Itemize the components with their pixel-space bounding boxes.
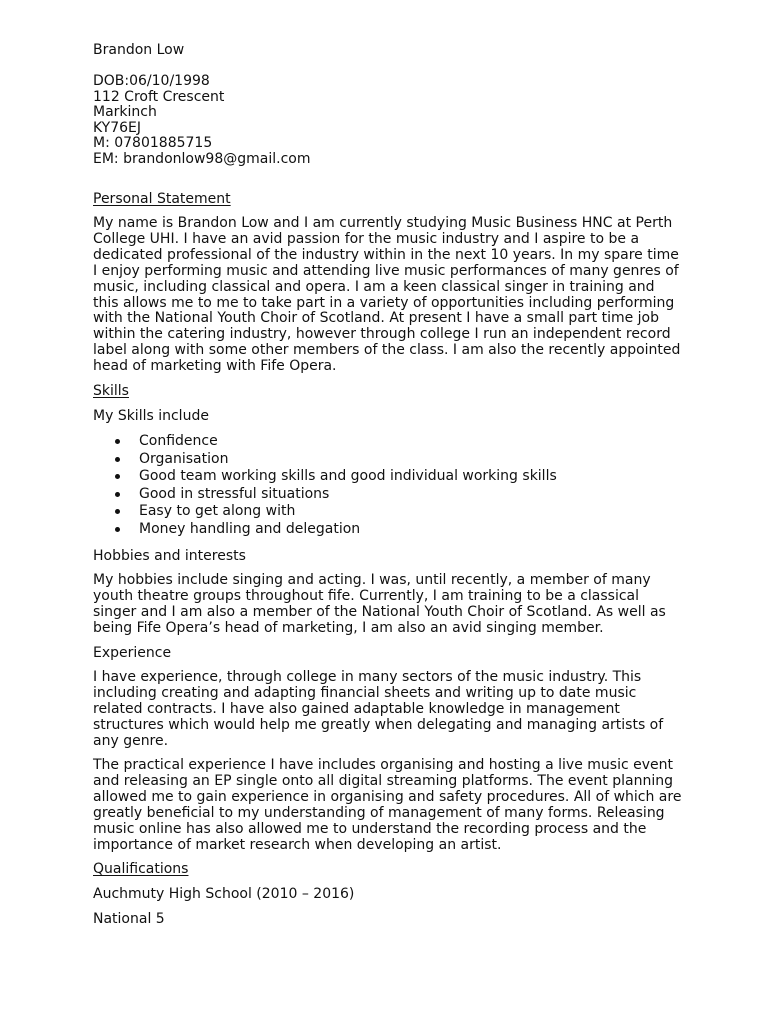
experience-paragraph-1: I have experience, through college in many sectors of the music industry. This including creating and adapting financial sheets and writing up to date music related contracts. I have also gained adaptable knowledge in management structures which would help me greatly when delegating and managing artists of any genre. bbox=[93, 669, 664, 749]
school-entry: Auchmuty High School (2010 – 2016) bbox=[93, 886, 355, 902]
date-of-birth: DOB:06/10/1998 bbox=[93, 73, 210, 89]
postcode: KY76EJ bbox=[93, 120, 142, 136]
bullet-icon bbox=[115, 439, 120, 444]
bullet-icon bbox=[115, 509, 120, 514]
address-line-2: Markinch bbox=[93, 104, 157, 120]
address-line-1: 112 Croft Crescent bbox=[93, 89, 225, 105]
skills-heading: Skills bbox=[93, 383, 129, 399]
hobbies-text: My hobbies include singing and acting. I was, until recently, a member of many youth theatre groups throughout fife. Currently, I am training to be a classical singer and I am also a member of the National Youth Choir of Scotland. As well as being Fife Opera’s head of marketing, I am also an avid singing member. bbox=[93, 572, 666, 636]
bullet-icon bbox=[115, 457, 120, 462]
mobile-number: M: 07801885715 bbox=[93, 135, 213, 151]
skills-intro: My Skills include bbox=[93, 408, 209, 424]
experience-heading: Experience bbox=[93, 645, 172, 661]
list-item: Easy to get along with bbox=[93, 503, 557, 521]
skills-list bbox=[93, 433, 557, 539]
bullet-icon bbox=[115, 474, 120, 479]
personal-statement-heading: Personal Statement bbox=[93, 191, 231, 207]
bullet-icon bbox=[115, 527, 120, 532]
bullet-icon bbox=[115, 492, 120, 497]
qualification-level: National 5 bbox=[93, 911, 165, 927]
email-address: EM: brandonlow98@gmail.com bbox=[93, 151, 311, 167]
hobbies-heading: Hobbies and interests bbox=[93, 548, 246, 564]
qualifications-heading: Qualifications bbox=[93, 861, 189, 877]
personal-statement-text: My name is Brandon Low and I am currently studying Music Business HNC at Perth College UHI. I have an avid passion for the music industry and I aspire to be a dedicated professional of the industry within in the next 10 years. In my spare time I enjoy performing music and attending live music performances of many genres of music, including classical and opera. I am a keen classical singer in training and this allows me to me to take part in a variety of opportunities including performing with the National Youth Choir of Scotland. At present I have a small part time job within the catering industry, however through college I run an independent record label along with some other members of the class. I am also the recently appointed head of marketing with Fife Opera. bbox=[93, 215, 681, 375]
list-item: Money handling and delegation bbox=[93, 521, 557, 539]
experience-paragraph-2: The practical experience I have includes organising and hosting a live music event and releasing an EP single onto all digital streaming platforms. The event planning allowed me to gain experience in organising and safety procedures. All of which are greatly beneficial to my understanding of management of many forms. Releasing music online has also allowed me to understand the recording process and the importance of market research when developing an artist. bbox=[93, 757, 682, 853]
list-item: Confidence bbox=[93, 433, 557, 451]
list-item: Good in stressful situations bbox=[93, 486, 557, 504]
list-item: Good team working skills and good individual working skills bbox=[93, 468, 557, 486]
list-item: Organisation bbox=[93, 451, 557, 469]
applicant-name: Brandon Low bbox=[93, 42, 185, 58]
